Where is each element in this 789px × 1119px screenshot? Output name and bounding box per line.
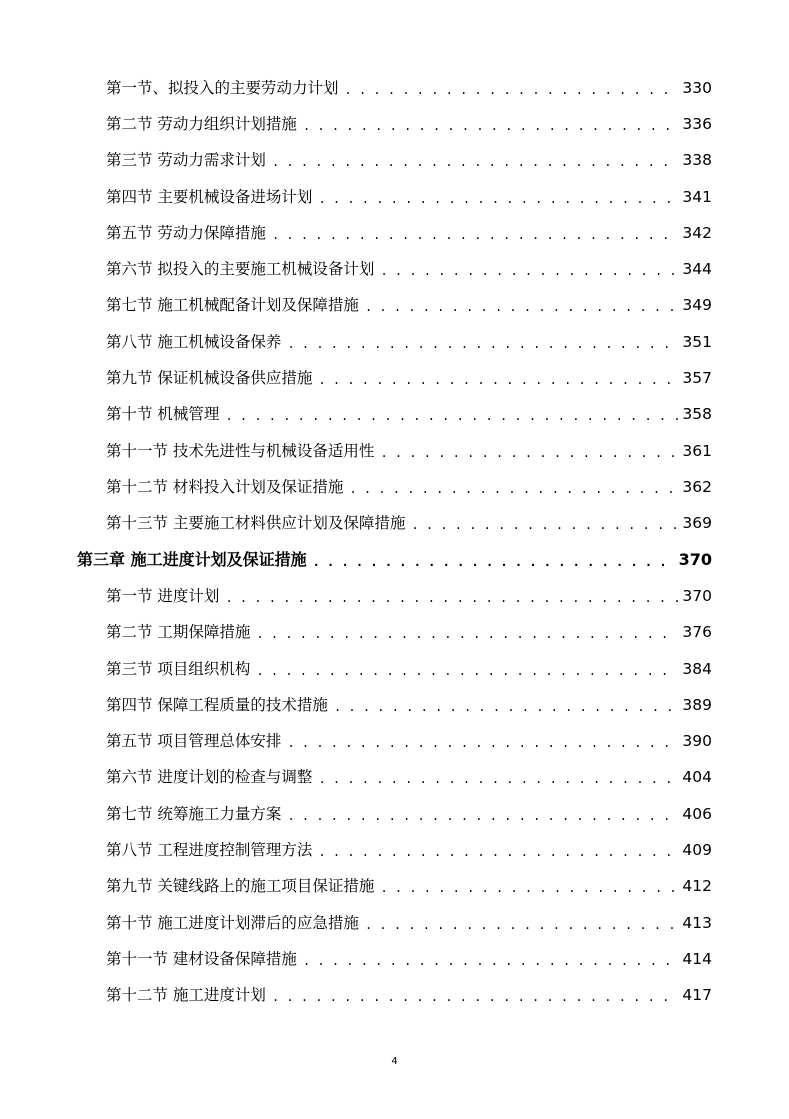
toc-entry[interactable] xyxy=(0,145,789,175)
toc-entry-title: 第二节 工期保障措施 xyxy=(106,623,251,641)
toc-dot-leader xyxy=(272,982,678,1012)
toc-dot-leader xyxy=(365,910,678,940)
toc-entry-title: 第六节 进度计划的检查与调整 xyxy=(106,768,313,786)
toc-entry-page: 351 xyxy=(682,333,712,351)
toc-entry-page: 362 xyxy=(682,478,712,496)
toc-entry-title: 第九节 关键线路上的施工项目保证措施 xyxy=(106,877,375,895)
toc-entry-title: 第十节 机械管理 xyxy=(106,405,220,423)
toc-entry[interactable] xyxy=(0,908,789,938)
toc-dot-leader xyxy=(318,837,678,867)
toc-entry[interactable] xyxy=(0,327,789,357)
toc-entry-title: 第六节 拟投入的主要施工机械设备计划 xyxy=(106,260,375,278)
toc-dot-leader xyxy=(334,692,678,722)
toc-entry-title: 第十二节 施工进度计划 xyxy=(106,986,266,1004)
toc-dot-leader xyxy=(318,365,678,395)
toc-entry-page: 414 xyxy=(682,950,712,968)
toc-entry-title: 第四节 主要机械设备进场计划 xyxy=(106,188,313,206)
toc-dot-leader xyxy=(380,438,678,468)
toc-dot-leader xyxy=(287,801,678,831)
toc-entry-page: 341 xyxy=(682,188,712,206)
toc-entry-title: 第七节 统筹施工力量方案 xyxy=(106,805,282,823)
toc-dot-leader xyxy=(345,75,679,105)
toc-entry-title: 第三章 施工进度计划及保证措施 xyxy=(77,550,307,569)
toc-dot-leader xyxy=(349,474,678,504)
toc-entry-title: 第八节 施工机械设备保养 xyxy=(106,333,282,351)
toc-entry-page: 349 xyxy=(682,296,712,314)
toc-entry-title: 第八节 工程进度控制管理方法 xyxy=(106,841,313,859)
toc-entry-title: 第五节 项目管理总体安排 xyxy=(106,732,282,750)
toc-entry-page: 376 xyxy=(682,623,712,641)
toc-entry-title: 第十节 施工进度计划滞后的应急措施 xyxy=(106,914,359,932)
toc-entry[interactable] xyxy=(0,944,789,974)
toc-entry-title: 第五节 劳动力保障措施 xyxy=(106,224,266,242)
toc-entry[interactable] xyxy=(0,182,789,212)
toc-dot-leader xyxy=(380,873,678,903)
toc-dot-leader xyxy=(411,510,678,540)
toc-entry-title: 第十二节 材料投入计划及保证措施 xyxy=(106,478,344,496)
toc-entry-page: 417 xyxy=(682,986,712,1004)
toc-entry[interactable] xyxy=(0,73,789,103)
toc-entry-page: 338 xyxy=(682,151,712,169)
toc-dot-leader xyxy=(225,583,678,613)
toc-dot-leader xyxy=(313,547,675,577)
toc-entry-page: 336 xyxy=(682,115,712,133)
toc-entry[interactable] xyxy=(0,726,789,756)
toc-entry-page: 390 xyxy=(682,732,712,750)
toc-entry-page: 370 xyxy=(678,550,712,569)
toc-entry[interactable] xyxy=(0,436,789,466)
toc-entry[interactable] xyxy=(0,762,789,792)
toc-entry[interactable] xyxy=(0,109,789,139)
toc-dot-leader xyxy=(380,256,678,286)
toc-entry-page: 404 xyxy=(682,768,712,786)
toc-dot-leader xyxy=(225,401,678,431)
toc-entry-title: 第十一节 建材设备保障措施 xyxy=(106,950,297,968)
toc-entry[interactable] xyxy=(0,871,789,901)
toc-dot-leader xyxy=(303,111,678,141)
toc-entry-page: 409 xyxy=(682,841,712,859)
toc-entry-page: 342 xyxy=(682,224,712,242)
toc-entry[interactable] xyxy=(0,617,789,647)
toc-entry-page: 413 xyxy=(682,914,712,932)
toc-dot-leader xyxy=(256,619,678,649)
toc-entry-page: 330 xyxy=(682,79,712,97)
toc-dot-leader xyxy=(272,220,678,250)
page-number: 4 xyxy=(391,1056,398,1067)
toc-entry-title: 第一节、拟投入的主要劳动力计划 xyxy=(106,79,339,97)
toc-entry-page: 358 xyxy=(682,405,712,423)
toc-entry-page: 370 xyxy=(682,587,712,605)
toc-entry[interactable] xyxy=(0,508,789,538)
toc-entry[interactable] xyxy=(0,218,789,248)
toc-entry-title: 第三节 劳动力需求计划 xyxy=(106,151,266,169)
toc-dot-leader xyxy=(287,728,678,758)
toc-entry[interactable] xyxy=(0,654,789,684)
toc-entry-title: 第四节 保障工程质量的技术措施 xyxy=(106,696,328,714)
toc-entry-title: 第三节 项目组织机构 xyxy=(106,660,251,678)
toc-entry-page: 344 xyxy=(682,260,712,278)
toc-entry[interactable] xyxy=(0,835,789,865)
toc-entry-page: 384 xyxy=(682,660,712,678)
toc-dot-leader xyxy=(318,184,678,214)
toc-entry-title: 第十一节 技术先进性与机械设备适用性 xyxy=(106,442,375,460)
toc-entry-page: 389 xyxy=(682,696,712,714)
toc-entry[interactable] xyxy=(0,581,789,611)
toc-entry-page: 369 xyxy=(682,514,712,532)
toc-entry[interactable] xyxy=(0,690,789,720)
toc-entry-title: 第九节 保证机械设备供应措施 xyxy=(106,369,313,387)
toc-entry[interactable] xyxy=(0,254,789,284)
toc-entry-page: 406 xyxy=(682,805,712,823)
toc-entry-title: 第一节 进度计划 xyxy=(106,587,220,605)
toc-dot-leader xyxy=(256,656,678,686)
toc-entry[interactable] xyxy=(0,399,789,429)
toc-dot-leader xyxy=(303,946,678,976)
toc-dot-leader xyxy=(318,764,678,794)
toc-dot-leader xyxy=(272,147,678,177)
toc-entry[interactable] xyxy=(0,799,789,829)
toc-entry-title: 第十三节 主要施工材料供应计划及保障措施 xyxy=(106,514,406,532)
toc-entry[interactable] xyxy=(0,290,789,320)
toc-dot-leader xyxy=(287,329,678,359)
toc-entry[interactable] xyxy=(0,980,789,1010)
toc-entry[interactable] xyxy=(0,472,789,502)
toc-entry-page: 361 xyxy=(682,442,712,460)
toc-chapter-entry[interactable] xyxy=(0,545,789,575)
toc-entry[interactable] xyxy=(0,363,789,393)
toc-entry-page: 412 xyxy=(682,877,712,895)
toc-dot-leader xyxy=(365,292,678,322)
toc-entry-page: 357 xyxy=(682,369,712,387)
toc-entry-title: 第七节 施工机械配备计划及保障措施 xyxy=(106,296,359,314)
toc-entry-title: 第二节 劳动力组织计划措施 xyxy=(106,115,297,133)
